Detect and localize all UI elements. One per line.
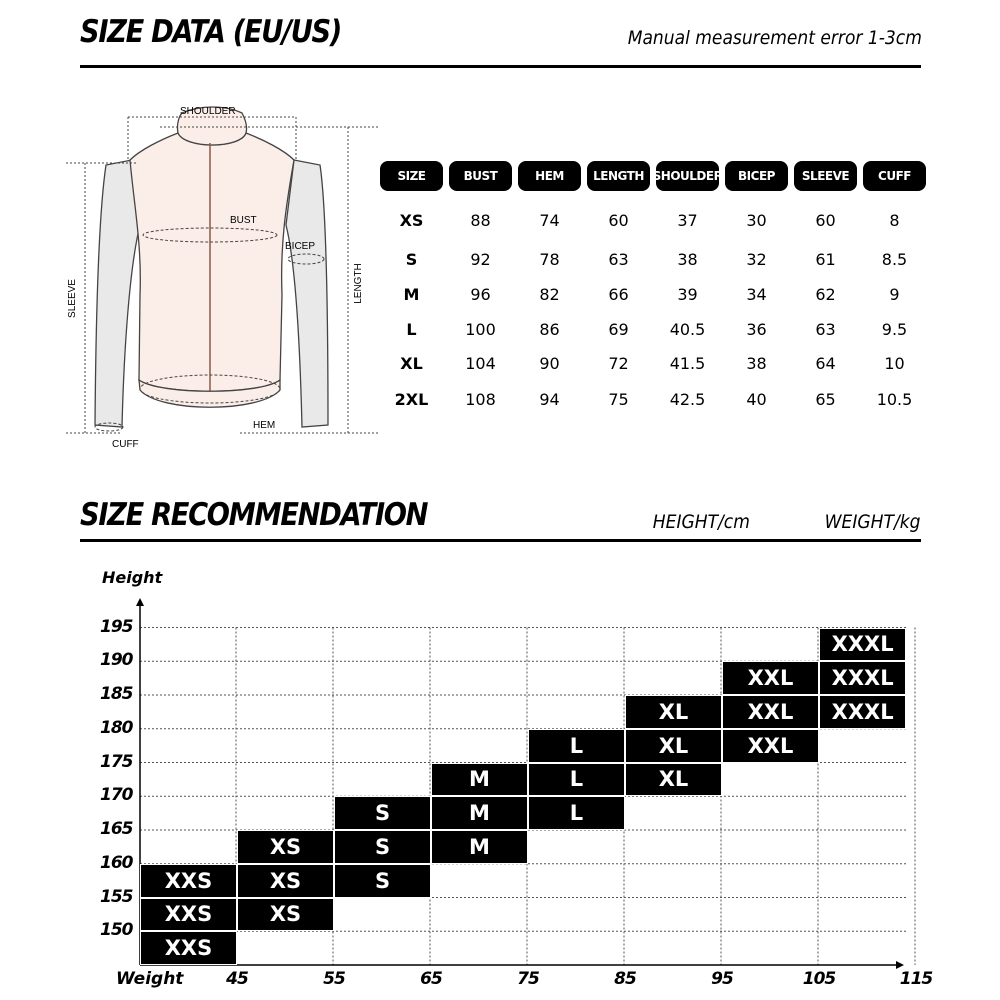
table-cell: 36 (746, 320, 767, 339)
size-cell: XXL (722, 729, 819, 763)
x-tick-label: 75 (517, 969, 539, 989)
size-cell: M (431, 796, 528, 830)
table-cell: 40.5 (669, 320, 706, 339)
size-cell: XS (237, 898, 334, 932)
table-cell: 78 (539, 250, 560, 269)
table-cell: 104 (465, 354, 496, 373)
table-header-cuff: CUFF (863, 161, 926, 191)
table-cell: 32 (746, 250, 767, 269)
height-unit: HEIGHT/cm (652, 511, 750, 533)
table-header-size: SIZE (380, 161, 443, 191)
bicep-label: BICEP (285, 241, 316, 252)
x-tick-label: 95 (711, 969, 733, 989)
size-cell: XXXL (819, 695, 906, 729)
table-cell: 88 (470, 211, 491, 230)
size-cell: L (528, 763, 625, 797)
cuff-label: CUFF (112, 439, 139, 450)
measurement-note: Manual measurement error 1-3cm (627, 27, 922, 49)
table-row-size: XL (400, 354, 423, 373)
hem-label: HEM (253, 420, 276, 431)
size-cell: XXL (722, 661, 819, 695)
table-header-hem: HEM (518, 161, 581, 191)
x-axis-arrow (896, 961, 904, 969)
size-cell: XXS (140, 864, 237, 898)
table-cell: 40 (746, 390, 767, 409)
size-cell: XXS (140, 931, 237, 965)
table-cell: 90 (539, 354, 560, 373)
table-cell: 75 (608, 390, 629, 409)
table-cell: 42.5 (669, 390, 706, 409)
y-tick-label: 185 (100, 684, 133, 704)
y-tick-label: 195 (100, 616, 133, 637)
table-cell: 10 (884, 354, 905, 373)
size-cell: L (528, 729, 625, 763)
table-cell: 41.5 (669, 354, 706, 373)
table-cell: 66 (608, 285, 629, 304)
table-cell: 96 (470, 285, 491, 304)
size-cell: S (334, 796, 431, 830)
y-tick-label: 155 (100, 886, 133, 907)
size-cell: M (431, 763, 528, 797)
table-cell: 9 (889, 285, 900, 304)
table-row-size: M (403, 285, 420, 304)
size-cell: XL (625, 763, 722, 797)
y-tick-label: 170 (100, 785, 133, 806)
table-cell: 10.5 (876, 390, 913, 409)
table-cell: 37 (677, 211, 698, 230)
y-tick-label: 150 (100, 920, 133, 941)
x-tick-label: 55 (323, 969, 345, 989)
table-cell: 30 (746, 211, 767, 230)
size-cell: XXL (722, 695, 819, 729)
size-cell: S (334, 864, 431, 898)
size-cell: XXXL (819, 661, 906, 695)
table-header-sleeve: SLEEVE (794, 161, 857, 191)
table-header-length: LENGTH (587, 161, 650, 191)
table-header-bicep: BICEP (725, 161, 788, 191)
y-tick-label: 165 (100, 819, 133, 839)
size-cell: XS (237, 864, 334, 898)
table-cell: 74 (539, 211, 560, 230)
table-row-size: L (406, 320, 417, 339)
table-cell: 34 (746, 285, 767, 304)
chart-ylabel: Height (102, 568, 163, 587)
table-cell: 65 (815, 390, 836, 409)
size-cell: XL (625, 695, 722, 729)
table-cell: 92 (470, 250, 491, 269)
size-data-title: SIZE DATA (EU/US) (80, 14, 342, 50)
sleeve-label: SLEEVE (66, 279, 78, 318)
table-cell: 60 (608, 211, 629, 230)
y-tick-label: 180 (100, 717, 133, 738)
table-cell: 72 (608, 354, 629, 373)
x-tick-label: 115 (899, 969, 933, 989)
y-axis-arrow (136, 598, 144, 606)
x-tick-label: 105 (802, 969, 836, 989)
size-cell: XXXL (819, 628, 906, 662)
table-cell: 60 (815, 211, 836, 230)
table-row-size: S (405, 250, 418, 269)
table-cell: 39 (677, 285, 698, 304)
table-cell: 38 (677, 250, 698, 269)
y-tick-label: 190 (100, 650, 133, 671)
bust-label: BUST (230, 215, 257, 226)
table-cell: 62 (815, 285, 836, 304)
table-cell: 86 (539, 320, 560, 339)
x-tick-label: 65 (420, 969, 442, 989)
x-tick-label: 45 (226, 969, 248, 989)
table-cell: 63 (608, 250, 629, 269)
size-recommendation-title: SIZE RECOMMENDATION (80, 497, 428, 533)
table-cell: 8.5 (881, 250, 908, 269)
y-tick-label: 175 (100, 751, 133, 772)
table-row-size: XS (399, 211, 424, 230)
table-cell: 108 (465, 390, 496, 409)
size-cell: M (431, 830, 528, 864)
table-row-size: 2XL (394, 390, 429, 409)
table-cell: 61 (815, 250, 836, 269)
table-cell: 100 (465, 320, 496, 339)
weight-unit: WEIGHT/kg (824, 511, 920, 533)
table-cell: 63 (815, 320, 836, 339)
size-cell: XS (237, 830, 334, 864)
table-cell: 9.5 (881, 320, 908, 339)
size-cell: XXS (140, 898, 237, 932)
chart-xlabel: Weight (116, 969, 184, 989)
size-cell: L (528, 796, 625, 830)
size-cell: S (334, 830, 431, 864)
table-header-shoulder: SHOULDER (656, 161, 719, 191)
table-cell: 38 (746, 354, 767, 373)
table-header-bust: BUST (449, 161, 512, 191)
table-cell: 94 (539, 390, 560, 409)
size-cell: XL (625, 729, 722, 763)
table-cell: 64 (815, 354, 836, 373)
x-tick-label: 85 (614, 969, 636, 989)
table-cell: 82 (539, 285, 560, 304)
length-label: LENGTH (352, 263, 364, 304)
shoulder-label: SHOULDER (180, 106, 236, 117)
table-cell: 8 (889, 211, 900, 230)
y-tick-label: 160 (100, 852, 133, 873)
table-cell: 69 (608, 320, 629, 339)
